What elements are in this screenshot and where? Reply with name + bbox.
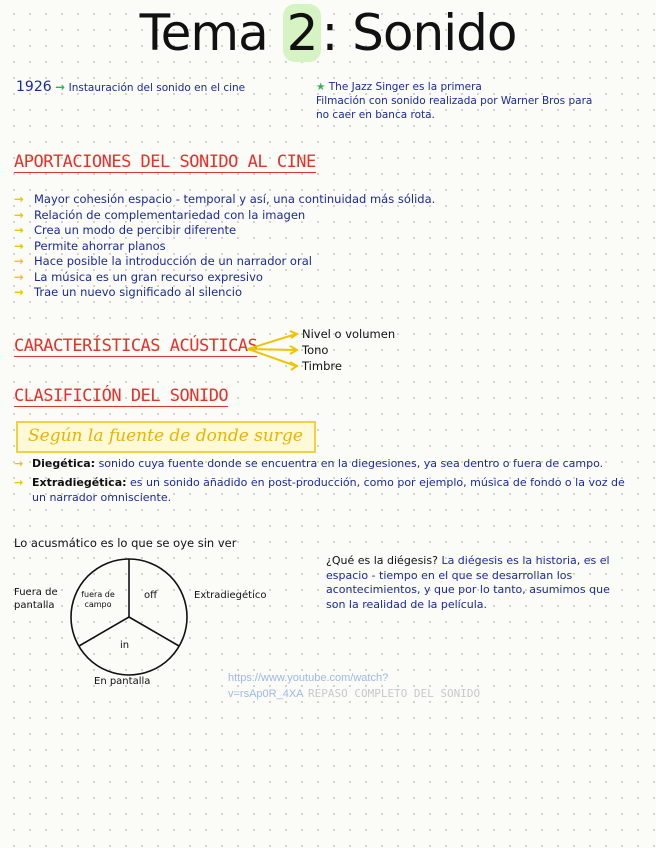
list-item: → Permite ahorrar planos — [14, 238, 166, 253]
list-item: Timbre — [302, 359, 342, 373]
arrow-icon: → — [55, 80, 65, 94]
video-link-line2[interactable]: v=rsAp0R_4XA — [228, 688, 304, 700]
list-item: Tono — [302, 343, 329, 357]
title-prefix: Tema — [139, 4, 283, 62]
title-number: 2 — [283, 4, 322, 62]
diegesis-question: ¿Qué es la diégesis? — [326, 554, 438, 567]
list-item: → Mayor cohesión espacio - temporal y así, una continuidad más sólida. — [14, 192, 436, 206]
segment-off-label: off — [144, 590, 158, 601]
star-icon: ★ — [316, 81, 326, 93]
intro-text: Instauración del sonido en el cine — [68, 82, 246, 94]
diagram-divider — [129, 617, 179, 646]
branch-arrows-icon — [246, 326, 302, 374]
arrow-icon: → — [14, 223, 24, 237]
video-reference — [228, 672, 628, 702]
intro-note-line1: The Jazz Singer es la primera — [328, 81, 482, 93]
diagram-left-label: Fuera de pantalla — [14, 587, 58, 611]
diegesis-answer: La diégesis es la historia, es el espacio - tiempo en el que se desarrollan los acontecimientos, y que por lo tanto, asumimos que son la realidad de la película. — [326, 554, 610, 611]
list-item: → Diegética: sonido cuya fuente donde se encuentra en la diegesiones, ya sea dentro o fuera de campo. — [14, 457, 604, 470]
diagram-right-label: Extradiegético — [194, 590, 267, 601]
sound-pie-diagram — [66, 554, 192, 680]
clasificacion-list — [14, 456, 636, 505]
title-suffix: : Sonido — [321, 4, 517, 62]
video-note: REPASO COMPLETO DEL SONIDO — [307, 687, 481, 700]
arrow-icon: → — [14, 457, 24, 470]
caracteristicas-list — [302, 326, 395, 374]
intro-year: 1926 — [16, 79, 52, 95]
source-box: Según la fuente de donde surge — [16, 421, 316, 453]
arrow-icon: → — [14, 192, 24, 206]
arrow-icon: → — [14, 238, 24, 253]
intro-note-line3: no caer en banca rota. — [316, 109, 435, 121]
clasificacion-heading: CLASIFICIÓN DEL SONIDO — [14, 386, 229, 406]
aportaciones-heading: APORTACIONES DEL SONIDO AL CINE — [14, 152, 316, 172]
caracteristicas-heading: CARACTERÍSTICAS ACÚSTICAS — [14, 336, 258, 356]
arrow-icon: → — [14, 269, 24, 284]
diegesis-note — [326, 554, 626, 612]
list-item: → Crea un modo de percibir diferente — [14, 223, 237, 237]
intro-note-line2: Filmación con sonido realizada por Warner Bros para — [316, 95, 593, 107]
arrow-icon: → — [14, 207, 24, 222]
list-item: → Trae un nuevo significado al silencio — [14, 285, 242, 299]
list-item: Nivel o volumen — [302, 327, 396, 341]
list-item: → Relación de complementariedad con la imagen — [14, 207, 306, 222]
list-item: → La música es un gran recurso expresivo — [14, 269, 263, 284]
intro-line — [16, 80, 245, 96]
segment-fuera-label: fuera de campo — [81, 590, 115, 609]
video-link-line1[interactable]: https://www.youtube.com/watch? — [228, 672, 389, 684]
arrow-icon: → — [14, 285, 24, 299]
list-item: → Hace posible la introducción de un narrador oral — [14, 254, 312, 268]
segment-in-label: in — [120, 640, 130, 651]
page-title — [0, 4, 656, 62]
aportaciones-list — [14, 192, 634, 301]
arrow-icon: → — [14, 254, 24, 268]
intro-note — [316, 80, 636, 122]
arrow-icon: → — [14, 476, 24, 489]
diagram-caption: Lo acusmático es lo que se oye sin ver — [14, 536, 237, 550]
diagram-bottom-label: En pantalla — [94, 676, 151, 687]
list-item: → Extradiegética: es un sonido añadido en post-producción, como por ejemplo, música de fondo o la voz de un narrador omnisciente. — [14, 476, 625, 504]
